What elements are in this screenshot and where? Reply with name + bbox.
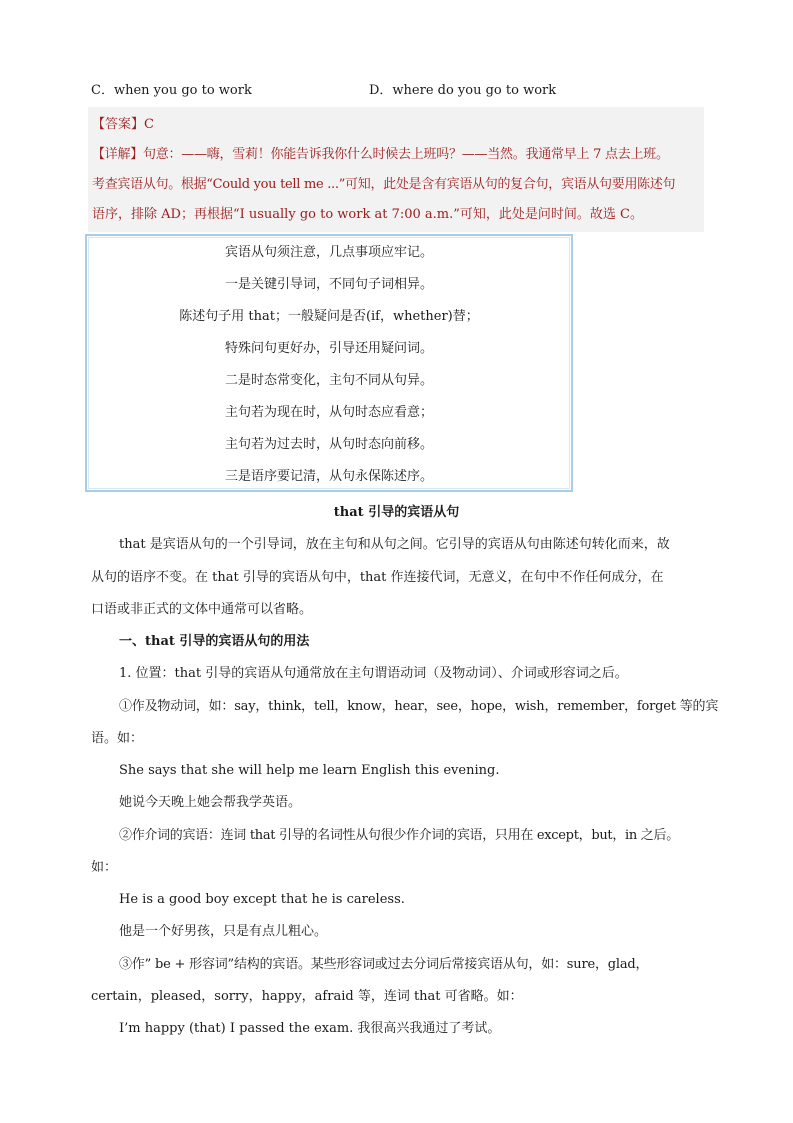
example-1-english: She says that she will help me learn English this evening. [119,763,500,778]
option-d: D．where do you go to work [369,83,557,98]
intro-line-3: 口语或非正式的文体中通常可以省略。 [91,602,313,617]
answer-line: 【答案】C [92,117,154,132]
rhyme-line: 一是关键引导词，不同句子词相异。 [224,277,433,292]
detail-line-2: 考查宾语从句。根据“Could you tell me ...”可知，此处是含有宾语从句的复合句，宾语从句要用陈述句 [92,177,676,192]
item-3-line-1: ③作” be + 形容词”结构的宾语。某些形容词或过去分词后常接宾语从句，如：sure，glad， [119,957,649,972]
intro-line-2: 从句的语序不变。在 that 引导的宾语从句中，that 作连接代词，无意义，在句中不作任何成分，在 [91,570,664,585]
detail-line-3: 语序，排除 AD；再根据“I usually go to work at 7:00 a.m.”可知，此处是问时间。故选 C。 [92,207,643,222]
example-3: I’m happy (that) I passed the exam. 我很高兴我通过了考试。 [119,1021,501,1036]
item-3-line-2: certain，pleased，sorry，happy，afraid 等，连词 that 可省略。如： [91,989,523,1004]
intro-line-1: that 是宾语从句的一个引导词，放在主句和从句之间。它引导的宾语从句由陈述句转化而来，故 [119,537,670,552]
item-2-line-1: ②作介词的宾语：连词 that 引导的名词性从句很少作介词的宾语，只用在 except，but，in 之后。 [119,828,679,843]
rhyme-line: 陈述句子用 that；一般疑问是否(if，whether)替； [179,309,479,324]
item-1-line-2: 语。如： [91,731,144,746]
answer-explanation [88,107,704,232]
item-1-line-1: ①作及物动词，如：say，think，tell，know，hear，see，hope，wish，remember，forget 等的宾 [119,699,719,714]
rhyme-line: 宾语从句须注意，几点事项应牢记。 [224,245,433,260]
option-c: C．when you go to work [91,83,252,98]
rhyme-line: 主句若为现在时，从句时态应看意； [224,405,433,420]
example-2-english: He is a good boy except that he is careless. [119,892,405,907]
item-2-line-2: 如： [91,860,118,875]
rhyme-line: 特殊问句更好办，引导还用疑问词。 [224,341,433,356]
rhyme-line: 主句若为过去时，从句时态向前移。 [224,437,433,452]
example-2-chinese: 他是一个好男孩，只是有点儿粗心。 [119,924,328,939]
rhyme-line: 二是时态常变化，主句不同从句异。 [224,373,433,388]
section-title: that 引导的宾语从句 [333,505,460,520]
usage-heading: 一、that 引导的宾语从句的用法 [119,634,310,649]
point-position: 1. 位置：that 引导的宾语从句通常放在主句谓语动词（及物动词）、介词或形容词之后。 [119,666,628,681]
example-1-chinese: 她说今天晚上她会帮我学英语。 [119,795,302,810]
rhyme-line: 三是语序要记清，从句永保陈述序。 [224,469,433,484]
mnemonic-rhyme-box [85,234,573,492]
detail-line-1: 【详解】句意：——嗨，雪莉！你能告诉我你什么时候去上班吗？——当然。我通常早上 7 点去上班。 [92,147,669,162]
